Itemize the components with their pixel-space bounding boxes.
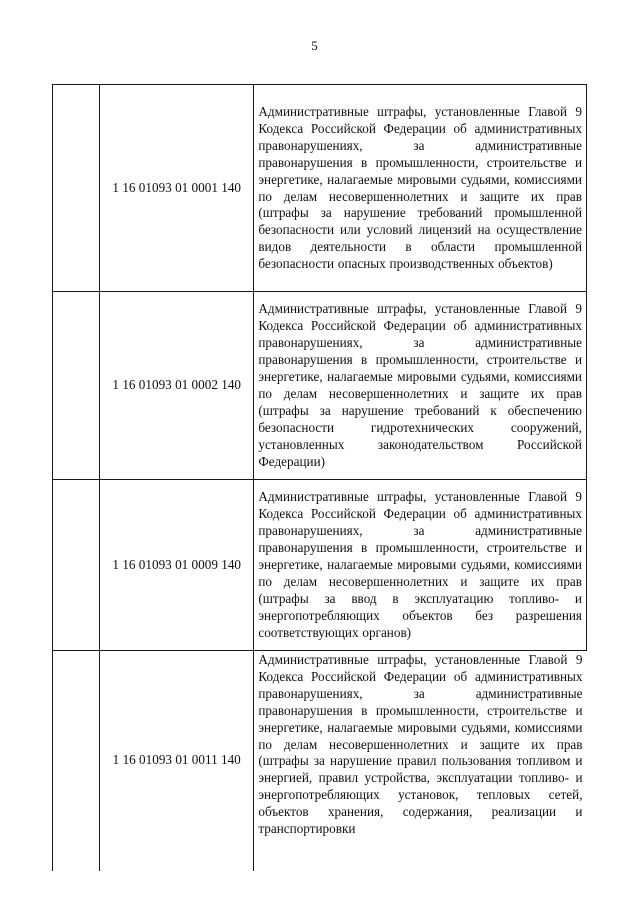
description-text: Административные штрафы, установленные Главой 9 Кодекса Российской Федерации об административных правонарушениях, за административные правонарушения в промышленности, строительстве и энергетике, налагаемые мировыми судьями, комиссиями по делам несовершеннолетних и защите их прав (штрафы за нарушение правил пользования топливом и энергией, правил устройства, эксплуатации топливо- и энергопотребляющих установок, тепловых сетей, объектов хранения, содержания, реализации и транспортировки [258, 652, 583, 837]
row-number-cell [53, 292, 100, 480]
page-number: 5 [311, 38, 318, 53]
row-number-cell [53, 480, 100, 651]
table-row [53, 292, 587, 480]
row-number-cell [53, 651, 100, 871]
budget-codes-table [52, 84, 587, 871]
table-row [53, 85, 587, 292]
budget-code-cell: 1 16 01093 01 0011 140 [100, 651, 254, 871]
description-cell [254, 651, 587, 871]
description-text: Административные штрафы, установленные Главой 9 Кодекса Российской Федерации об административных правонарушениях, за административные правонарушения в промышленности, строительстве и энергетике, налагаемые мировыми судьями, комиссиями по делам несовершеннолетних и защите их прав (штрафы за ввод в эксплуатацию топливо- и энергопотребляющих объектов без разрешения соответствующих органов) [258, 489, 582, 640]
description-text: Административные штрафы, установленные Главой 9 Кодекса Российской Федерации об административных правонарушениях, за административные правонарушения в промышленности, строительстве и энергетике, налагаемые мировыми судьями, комиссиями по делам несовершеннолетних и защите их прав (штрафы за нарушение требований к обеспечению безопасности гидротехнических сооружений, установленных законодательством Российской Федерации) [258, 301, 582, 469]
description-cell [254, 480, 587, 651]
description-text: Административные штрафы, установленные Главой 9 Кодекса Российской Федерации об административных правонарушениях, за административные правонарушения в промышленности, строительстве и энергетике, налагаемые мировыми судьями, комиссиями по делам несовершеннолетних и защите их прав (штрафы за нарушение требований промышленной безопасности или условий лицензий на осуществление видов деятельности в области промышленной безопасности опасных производственных объектов) [258, 103, 582, 272]
description-cell [254, 292, 587, 480]
row-number-cell [53, 85, 100, 292]
table-row [53, 480, 587, 651]
budget-code-cell: 1 16 01093 01 0001 140 [100, 85, 254, 292]
budget-code-cell: 1 16 01093 01 0002 140 [100, 292, 254, 480]
budget-code-cell: 1 16 01093 01 0009 140 [100, 480, 254, 651]
table-row [53, 651, 587, 871]
description-cell [254, 85, 587, 292]
